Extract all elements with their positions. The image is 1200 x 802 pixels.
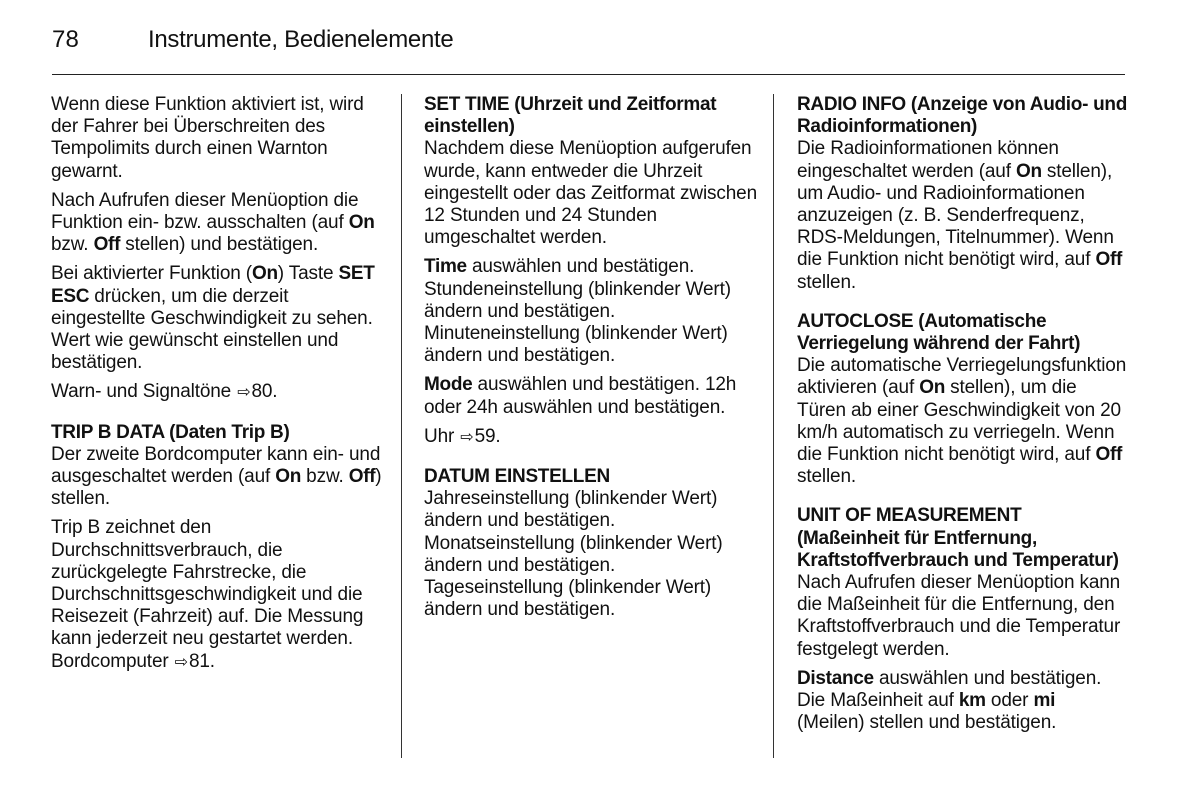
page-reference-link[interactable]: 59. bbox=[474, 425, 501, 447]
on-label: On bbox=[251, 263, 278, 285]
page-reference-link[interactable]: 81. bbox=[188, 650, 215, 672]
autoclose-heading: AUTOCLOSE (Automatische Verriegelung während der Fahrt) bbox=[797, 310, 1081, 355]
set-time-intro-paragraph: Nachdem diese Menüoption aufgerufen wurde, kann entweder die Uhrzeit eingestellt oder das Zeitformat zwischen 12 Stunden und 24 Stunden umgeschaltet werden. bbox=[424, 138, 757, 249]
off-label: Off bbox=[93, 234, 121, 256]
page-reference-arrow-icon: ⇨ bbox=[174, 653, 188, 671]
set-esc-paragraph: Bei aktivierter Funktion (On) Taste SET ESC drücken, um die derzeit eingestellte Geschwindigkeit zu sehen. Wert wie gewünscht einstellen und bestätigen. bbox=[51, 263, 375, 374]
mode-setting-paragraph: Mode auswählen und bestätigen. 12h oder 24h auswählen und bestätigen. bbox=[424, 374, 737, 418]
off-label: Off bbox=[1095, 444, 1123, 466]
radio-info-heading: RADIO INFO (Anzeige von Audio- und Radioinformationen) bbox=[797, 94, 1128, 138]
trip-b-toggle-paragraph: Der zweite Bordcomputer kann ein- und ausgeschaltet werden (auf On bzw. Off) stellen. bbox=[51, 443, 382, 510]
page-number: 78 bbox=[52, 26, 80, 53]
column-2 bbox=[424, 94, 758, 628]
on-label: On bbox=[919, 377, 946, 399]
mi-label: mi bbox=[1033, 690, 1056, 712]
on-label: On bbox=[348, 212, 375, 234]
off-label: Off bbox=[348, 466, 376, 488]
off-label: Off bbox=[1095, 249, 1123, 271]
warning-tones-reference: Warn- und Signaltöne ⇨80. bbox=[51, 381, 385, 404]
date-setting-paragraph: Jahreseinstellung (blinkender Wert) ändern und bestätigen. Monatseinstellung (blinkender Wert) ändern und bestätigen. Tageseinstellung (blinkender Wert) ändern und bestätigen. bbox=[424, 488, 723, 621]
time-label: Time bbox=[424, 256, 467, 278]
km-label: km bbox=[958, 690, 986, 712]
radio-info-paragraph: Die Radioinformationen können eingeschaltet werden (auf On stellen), um Audio- und Radioinformationen anzuzeigen (z. B. Senderfrequenz, RDS-Meldungen, Titelnummer). Wenn die Funktion nicht benötigt wird, auf Off stellen. bbox=[797, 138, 1123, 293]
speed-warning-toggle-paragraph: Nach Aufrufen dieser Menüoption die Funktion ein- bzw. ausschalten (auf On bzw. Off stellen) und bestätigen. bbox=[51, 189, 375, 256]
autoclose-paragraph: Die automatische Verriegelungsfunktion aktivieren (auf On stellen), um die Türen ab einer Geschwindigkeit von 20 km/h automatisch zu verriegeln. Wenn die Funktion nicht benötigt wird, auf Off stellen. bbox=[797, 355, 1127, 488]
column-divider-2 bbox=[773, 94, 774, 758]
distance-unit-paragraph: Distance auswählen und bestätigen. Die Maßeinheit auf km oder mi (Meilen) stellen und bestätigen. bbox=[797, 667, 1102, 734]
page-title: Instrumente, Bedienelemente bbox=[148, 26, 454, 53]
set-time-heading: SET TIME (Uhrzeit und Zeitformat einstellen) bbox=[424, 94, 717, 138]
distance-label: Distance bbox=[797, 667, 874, 689]
page-header bbox=[52, 22, 1125, 75]
clock-reference: Uhr ⇨59. bbox=[424, 426, 758, 449]
page-reference-arrow-icon: ⇨ bbox=[460, 428, 474, 446]
unit-of-measurement-heading: UNIT OF MEASUREMENT (Maßeinheit für Entfernung, Kraftstoffverbrauch und Temperatur) bbox=[797, 505, 1119, 571]
trip-b-description-paragraph: Trip B zeichnet den Durchschnittsverbrauch, die zurückgelegte Fahrstrecke, die Durchschnittsgeschwindigkeit und die Reisezeit (Fahrzeit) auf. Die Messung kann jederzeit neu gestartet werden. Bordcomputer ⇨81. bbox=[51, 517, 385, 673]
on-label: On bbox=[275, 466, 302, 488]
page-reference-link[interactable]: 80. bbox=[251, 381, 278, 403]
mode-label: Mode bbox=[424, 374, 473, 396]
column-1 bbox=[51, 94, 385, 681]
time-setting-paragraph: Time auswählen und bestätigen. Stundeneinstellung (blinkender Wert) ändern und bestätigen. Minuteneinstellung (blinkender Wert) ändern und bestätigen. bbox=[424, 256, 731, 367]
trip-b-data-heading: TRIP B DATA (Daten Trip B) bbox=[51, 421, 290, 443]
column-divider-1 bbox=[401, 94, 402, 758]
speed-warning-paragraph: Wenn diese Funktion aktiviert ist, wird der Fahrer bei Überschreiten des Tempolimits durch einen Warnton gewarnt. bbox=[51, 94, 364, 182]
unit-intro-paragraph: Nach Aufrufen dieser Menüoption kann die Maßeinheit für die Entfernung, den Kraftstoffverbrauch und die Temperatur festgelegt werden. bbox=[797, 572, 1121, 660]
page-reference-arrow-icon: ⇨ bbox=[237, 384, 251, 402]
on-label: On bbox=[1015, 160, 1042, 182]
column-3 bbox=[797, 94, 1127, 741]
set-esc-key-label: SET ESC bbox=[51, 263, 375, 307]
datum-einstellen-heading: DATUM EINSTELLEN bbox=[424, 466, 610, 488]
